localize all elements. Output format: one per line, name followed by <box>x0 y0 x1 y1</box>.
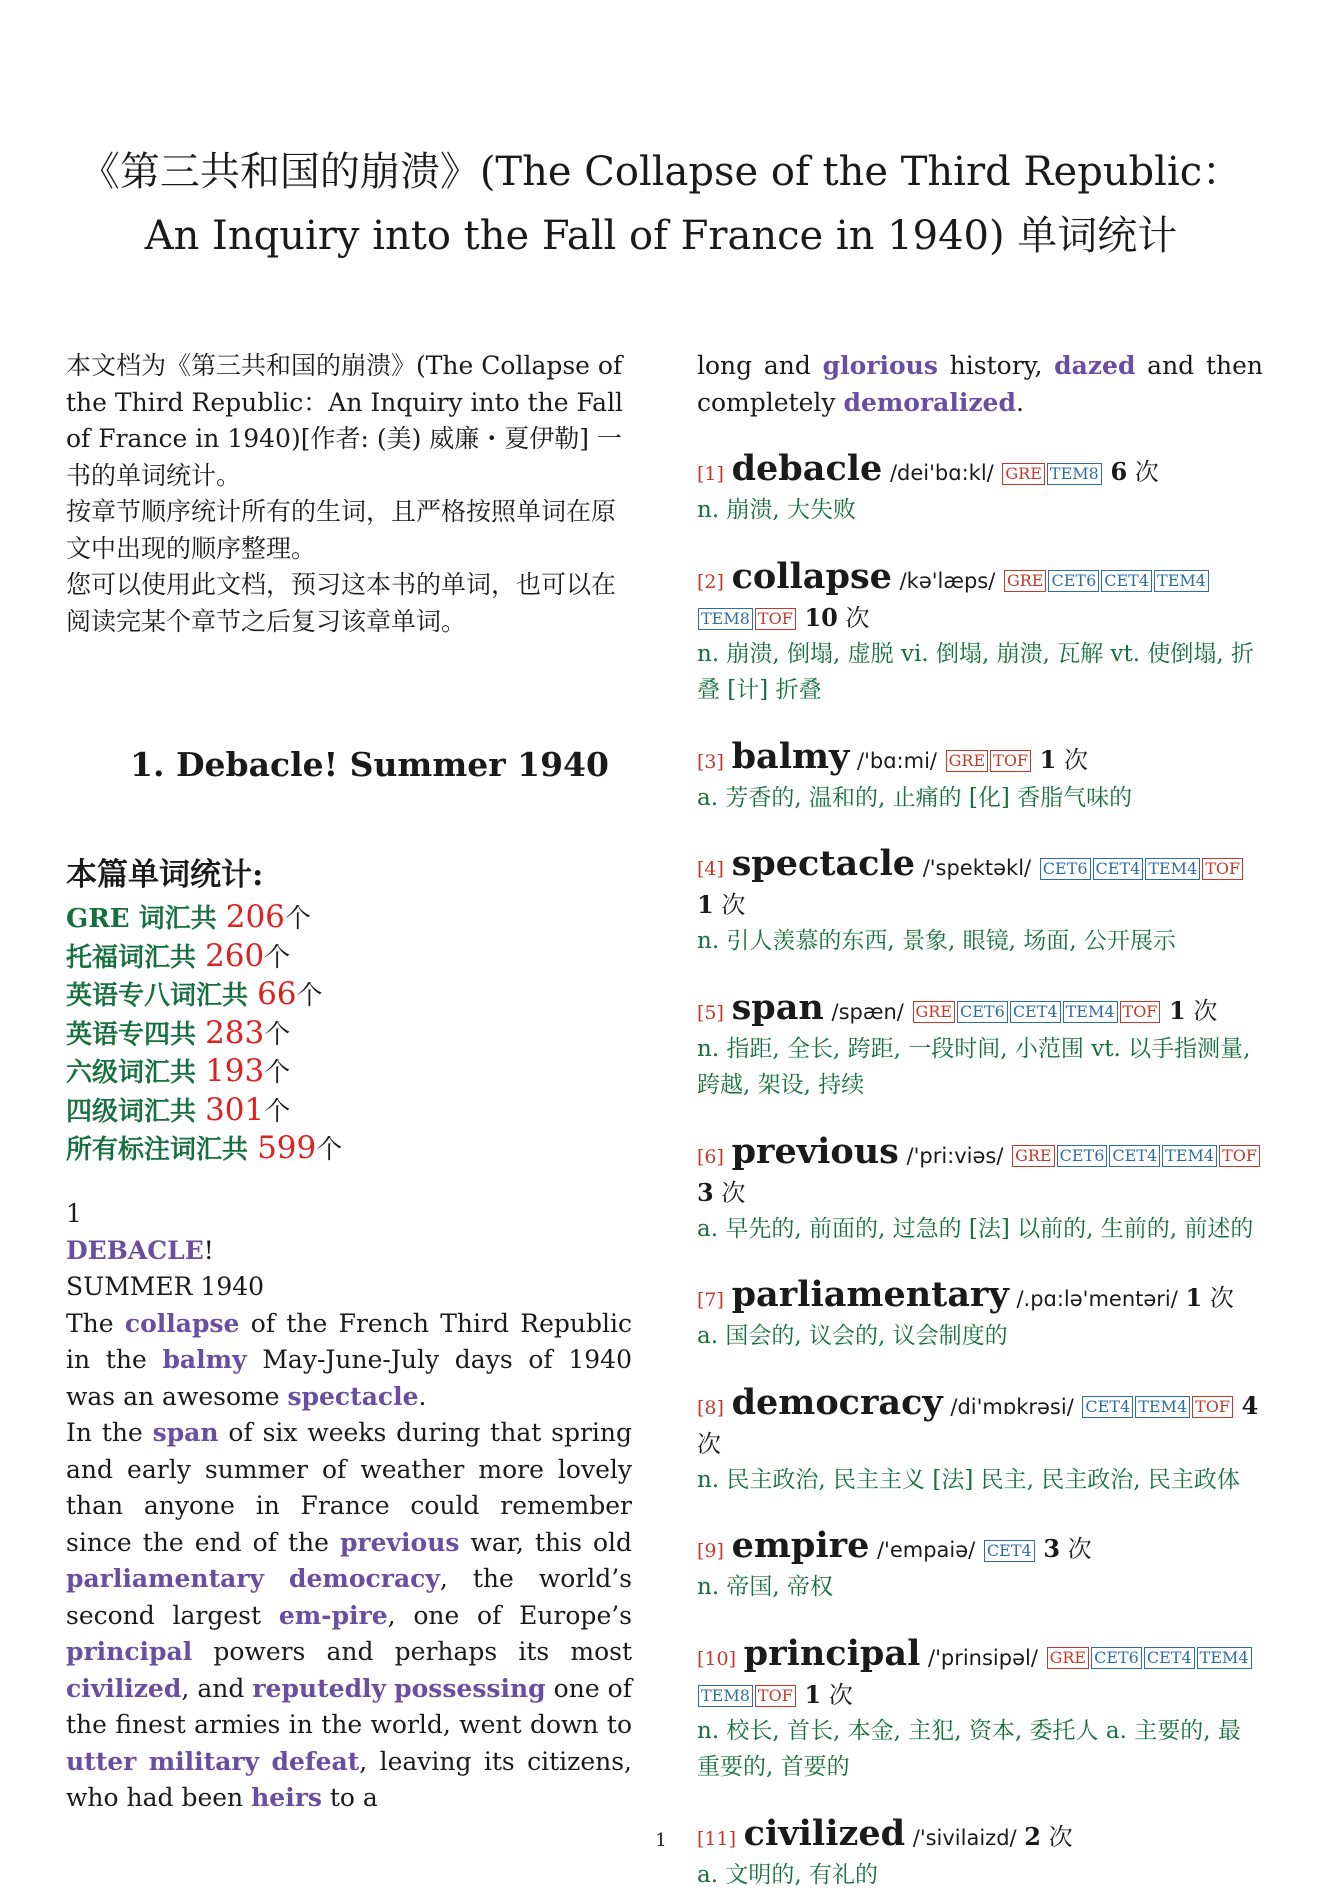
vocab-entry <box>697 451 1263 529</box>
exam-tag: TEM8 <box>698 1685 753 1707</box>
entry-phonetic: /.pɑ:lə'mentəri/ <box>1016 1287 1177 1311</box>
exam-tag: CET4 <box>984 1540 1035 1562</box>
stat-unit: 个 <box>264 1097 290 1127</box>
stat-label: 英语专八词汇共 <box>66 981 257 1011</box>
stat-line <box>66 938 632 977</box>
entry-definition: n. 民主政治, 民主主义 [法] 民主, 民主政治, 民主政体 <box>697 1462 1263 1499</box>
exam-tag: TEM4 <box>1145 858 1200 880</box>
stat-unit: 个 <box>264 943 290 973</box>
keyword: glorious <box>823 351 938 380</box>
entry-count-unit: 次 <box>1068 1535 1092 1563</box>
exam-tag: TOF <box>1192 1396 1233 1418</box>
vocab-entry <box>697 1134 1263 1248</box>
entry-count: 1 <box>804 1680 821 1709</box>
entry-phonetic: /spæn/ <box>832 1000 904 1024</box>
stat-label: 托福词汇共 <box>66 943 205 973</box>
keyword: dazed <box>1054 351 1135 380</box>
exam-tag: CET6 <box>1057 1145 1108 1167</box>
stat-label: GRE 词汇共 <box>66 904 226 934</box>
exam-tag: TOF <box>755 608 796 630</box>
entry-index: [11] <box>697 1828 736 1850</box>
passage-text: , the world’s second largest <box>66 1564 632 1630</box>
passage-text: and then completely <box>697 351 1263 417</box>
passage-text: to a <box>322 1783 378 1812</box>
entry-definition: n. 帝国, 帝权 <box>697 1569 1263 1606</box>
keyword: parliamentary <box>66 1564 264 1593</box>
vocab-entry <box>697 559 1263 709</box>
passage-text: powers and perhaps its most <box>192 1637 632 1666</box>
entry-count-unit: 次 <box>1135 458 1159 486</box>
entry-count-unit: 次 <box>1049 1823 1073 1851</box>
keyword: military <box>149 1747 259 1776</box>
stat-value: 193 <box>205 1053 264 1089</box>
passage-text: , and <box>181 1674 252 1703</box>
exam-tag: GRE <box>1047 1647 1090 1669</box>
exam-tag: CET4 <box>1101 570 1152 592</box>
stat-value: 206 <box>226 899 285 935</box>
passage-paragraph <box>66 1306 632 1416</box>
entry-definition: a. 国会的, 议会的, 议会制度的 <box>697 1318 1263 1355</box>
passage-paragraph <box>66 1415 632 1817</box>
passage <box>66 1196 632 1817</box>
keyword: DEBACLE <box>66 1236 204 1265</box>
stat-line <box>66 1130 632 1169</box>
exam-tag: TOF <box>990 750 1031 772</box>
keyword: democracy <box>289 1564 440 1593</box>
keyword: spectacle <box>287 1382 418 1411</box>
entry-head <box>697 990 1263 1031</box>
exam-tag: TEM4 <box>1063 1001 1118 1023</box>
entry-word: parliamentary <box>732 1274 1009 1315</box>
exam-tag: CET6 <box>1048 570 1099 592</box>
word-stats <box>66 855 632 1169</box>
entry-definition: n. 校长, 首长, 本金, 主犯, 资本, 委托人 a. 主要的, 最重要的, 首要的 <box>697 1713 1263 1786</box>
entry-definition: n. 引人羡慕的东西, 景象, 眼镜, 场面, 公开展示 <box>697 923 1263 960</box>
keyword: principal <box>66 1637 192 1666</box>
entry-phonetic: /'pri:viəs/ <box>907 1144 1004 1168</box>
exam-tag: GRE <box>1012 1145 1055 1167</box>
entry-definition: a. 早先的, 前面的, 过急的 [法] 以前的, 生前的, 前述的 <box>697 1211 1263 1248</box>
intro <box>66 348 632 640</box>
keyword: balmy <box>162 1345 246 1374</box>
entry-count-unit: 次 <box>829 1681 853 1709</box>
entry-count: 3 <box>1043 1534 1060 1563</box>
exam-tag: CET4 <box>1082 1396 1133 1418</box>
entry-word: spectacle <box>732 843 915 884</box>
entry-head <box>697 451 1263 492</box>
entry-index: [6] <box>697 1146 724 1168</box>
entry-definition: n. 指距, 全长, 跨距, 一段时间, 小范围 vt. 以手指测量, 跨越, 架设, 持续 <box>697 1031 1263 1104</box>
entry-count-unit: 次 <box>1210 1284 1234 1312</box>
exam-tag: TOF <box>755 1685 796 1707</box>
passage-text: . <box>419 1382 427 1411</box>
exam-tag: CET6 <box>1091 1647 1142 1669</box>
passage-text: history, <box>938 351 1054 380</box>
keyword: demoralized <box>843 388 1015 417</box>
entry-head <box>697 1277 1263 1318</box>
exam-tag: TEM4 <box>1197 1647 1252 1669</box>
vocab-column <box>697 348 1263 1893</box>
page-title: 《第三共和国的崩溃》(The Collapse of the Third Republic：An Inquiry into the Fall of France in 1940) 单词统计 <box>60 140 1262 268</box>
entry-word: principal <box>744 1633 921 1674</box>
stat-line <box>66 1092 632 1131</box>
exam-tag: GRE <box>1002 463 1045 485</box>
entry-index: [3] <box>697 751 724 773</box>
exam-tag: TEM8 <box>1047 463 1102 485</box>
entry-count-unit: 次 <box>697 1430 721 1458</box>
passage-text <box>264 1564 289 1593</box>
entry-index: [10] <box>697 1648 736 1670</box>
exam-tag: CET4 <box>1010 1001 1061 1023</box>
entry-count-unit: 次 <box>721 891 745 919</box>
passage-text: , one of Europe’s <box>388 1601 632 1630</box>
stat-line <box>66 1053 632 1092</box>
passage-text: of six weeks during that spring and early summer of weather more lovely than anyone in France could remember since the end of the <box>66 1418 632 1557</box>
exam-tag: TEM8 <box>698 608 753 630</box>
passage-continued <box>697 348 1263 421</box>
keyword: span <box>153 1418 219 1447</box>
page-number: 1 <box>0 1830 1322 1851</box>
stat-label: 四级词汇共 <box>66 1097 205 1127</box>
entry-count: 6 <box>1110 457 1127 486</box>
entry-count: 3 <box>697 1178 714 1207</box>
entry-phonetic: /kə'læps/ <box>900 569 996 593</box>
exam-tag: TOF <box>1120 1001 1161 1023</box>
exam-tag: CET4 <box>1144 1647 1195 1669</box>
exam-tag: TEM4 <box>1154 570 1209 592</box>
exam-tag: TOF <box>1202 858 1243 880</box>
entry-word: civilized <box>744 1813 905 1854</box>
vocab-entry <box>697 990 1263 1104</box>
entry-count: 1 <box>1040 745 1057 774</box>
entry-index: [8] <box>697 1397 724 1419</box>
passage-text: , leaving its citizens, who had been <box>66 1747 632 1813</box>
chapter-heading: 1. Debacle! Summer 1940 <box>64 745 696 784</box>
passage-text: . <box>1016 388 1024 417</box>
entry-phonetic: /'spektəkl/ <box>923 856 1031 880</box>
entry-word: debacle <box>732 448 883 489</box>
vocab-entry <box>697 846 1263 960</box>
entry-definition: n. 崩溃, 倒塌, 虚脱 vi. 倒塌, 崩溃, 瓦解 vt. 使倒塌, 折叠 [计] 折叠 <box>697 636 1263 709</box>
stat-value: 283 <box>205 1015 264 1051</box>
entry-word: empire <box>732 1525 870 1566</box>
stat-value: 260 <box>205 938 264 974</box>
passage-text: of the French Third Republic in the <box>66 1309 632 1375</box>
stat-line <box>66 1015 632 1054</box>
exam-tag: CET6 <box>1040 858 1091 880</box>
exam-tag: CET4 <box>1109 1145 1160 1167</box>
entry-count-unit: 次 <box>846 604 870 632</box>
exam-tag: GRE <box>946 750 989 772</box>
exam-tag: GRE <box>1004 570 1047 592</box>
intro-paragraph: 您可以使用此文档，预习这本书的单词，也可以在阅读完某个章节之后复习该章单词。 <box>66 567 632 640</box>
entry-head <box>697 1636 1263 1713</box>
passage-text: May-June-July days of 1940 was an awesome <box>66 1345 632 1411</box>
entry-index: [9] <box>697 1540 724 1562</box>
keyword: heirs <box>251 1783 322 1812</box>
stat-unit: 个 <box>264 1020 290 1050</box>
entry-word: collapse <box>732 556 892 597</box>
entry-count-unit: 次 <box>1064 746 1088 774</box>
passage-text: war, this old <box>459 1528 632 1557</box>
keyword: em-pire <box>279 1601 388 1630</box>
entry-head <box>697 846 1263 923</box>
entry-count-unit: 次 <box>721 1179 745 1207</box>
keyword: utter <box>66 1747 136 1776</box>
entry-index: [2] <box>697 571 724 593</box>
entry-definition: a. 芳香的, 温和的, 止痛的 [化] 香脂气味的 <box>697 780 1263 817</box>
entry-head <box>697 739 1263 780</box>
passage-text <box>386 1674 394 1703</box>
entry-index: [5] <box>697 1002 724 1024</box>
exam-tag: TOF <box>1219 1145 1260 1167</box>
stat-label: 所有标注词汇共 <box>66 1135 257 1165</box>
passage-text: one of the finest armies in the world, went down to <box>66 1674 632 1740</box>
intro-paragraph: 本文档为《第三共和国的崩溃》(The Collapse of the Third Republic：An Inquiry into the Fall of France in 1940)[作者: (美) 威廉・夏伊勒] 一书的单词统计。 <box>66 348 632 494</box>
exam-tag: GRE <box>913 1001 956 1023</box>
stat-label: 英语专四共 <box>66 1020 205 1050</box>
entry-head <box>697 1134 1263 1211</box>
passage-text <box>136 1747 148 1776</box>
vocab-entry <box>697 1385 1263 1499</box>
entry-count: 10 <box>804 603 837 632</box>
keyword: collapse <box>125 1309 240 1338</box>
vocab-entry <box>697 1636 1263 1786</box>
passage-chapter-title <box>66 1233 632 1270</box>
entry-phonetic: /dei'bɑ:kl/ <box>890 461 994 485</box>
entry-count: 2 <box>1024 1822 1041 1851</box>
passage-subtitle: SUMMER 1940 <box>66 1269 632 1306</box>
entry-phonetic: /'sivilaizd/ <box>913 1826 1017 1850</box>
intro-paragraph: 按章节顺序统计所有的生词，且严格按照单词在原文中出现的顺序整理。 <box>66 494 632 567</box>
entry-index: [7] <box>697 1289 724 1311</box>
passage-text: ! <box>204 1236 214 1265</box>
entry-phonetic: /'empaiə/ <box>877 1538 975 1562</box>
passage-chapter-number: 1 <box>66 1196 632 1233</box>
keyword: defeat <box>272 1747 360 1776</box>
entry-phonetic: /'bɑ:mi/ <box>857 749 937 773</box>
entry-word: previous <box>732 1131 899 1172</box>
entry-head <box>697 1528 1263 1569</box>
passage-text: In the <box>66 1418 153 1447</box>
entry-phonetic: /'prinsipəl/ <box>928 1646 1038 1670</box>
stats-title: 本篇单词统计: <box>66 855 632 895</box>
stat-label: 六级词汇共 <box>66 1058 205 1088</box>
entry-definition: n. 崩溃, 大失败 <box>697 492 1263 529</box>
vocab-entry <box>697 1277 1263 1355</box>
keyword: civilized <box>66 1674 181 1703</box>
stat-line <box>66 899 632 938</box>
stat-unit: 个 <box>285 904 311 934</box>
entry-definition: a. 文明的, 有礼的 <box>697 1857 1263 1893</box>
entry-count: 1 <box>1169 996 1186 1025</box>
entry-count: 1 <box>697 890 714 919</box>
entry-word: democracy <box>732 1382 943 1423</box>
entry-word: span <box>732 987 824 1028</box>
entry-head <box>697 1385 1263 1462</box>
exam-tag: TEM4 <box>1162 1145 1217 1167</box>
keyword: reputedly <box>252 1674 386 1703</box>
exam-tag: TEM4 <box>1135 1396 1190 1418</box>
keyword: possessing <box>394 1674 546 1703</box>
entry-count: 1 <box>1185 1283 1202 1312</box>
stat-line <box>66 976 632 1015</box>
passage-text: long and <box>697 351 823 380</box>
entry-head <box>697 559 1263 636</box>
exam-tag: CET6 <box>957 1001 1008 1023</box>
passage-text: The <box>66 1309 125 1338</box>
vocab-entry <box>697 1528 1263 1606</box>
entry-index: [1] <box>697 463 724 485</box>
entry-index: [4] <box>697 858 724 880</box>
entry-word: balmy <box>732 736 850 777</box>
stat-unit: 个 <box>297 981 323 1011</box>
vocab-entry <box>697 1816 1263 1893</box>
exam-tag: CET4 <box>1093 858 1144 880</box>
entry-count: 4 <box>1242 1391 1259 1420</box>
entry-count-unit: 次 <box>1193 997 1217 1025</box>
keyword: previous <box>340 1528 460 1557</box>
stat-unit: 个 <box>316 1135 342 1165</box>
stat-unit: 个 <box>264 1058 290 1088</box>
passage-text <box>259 1747 271 1776</box>
stat-value: 599 <box>257 1130 316 1166</box>
stat-value: 66 <box>257 976 296 1012</box>
stat-value: 301 <box>205 1092 264 1128</box>
vocab-entry <box>697 739 1263 817</box>
entry-phonetic: /di'mɒkrəsi/ <box>950 1395 1073 1419</box>
